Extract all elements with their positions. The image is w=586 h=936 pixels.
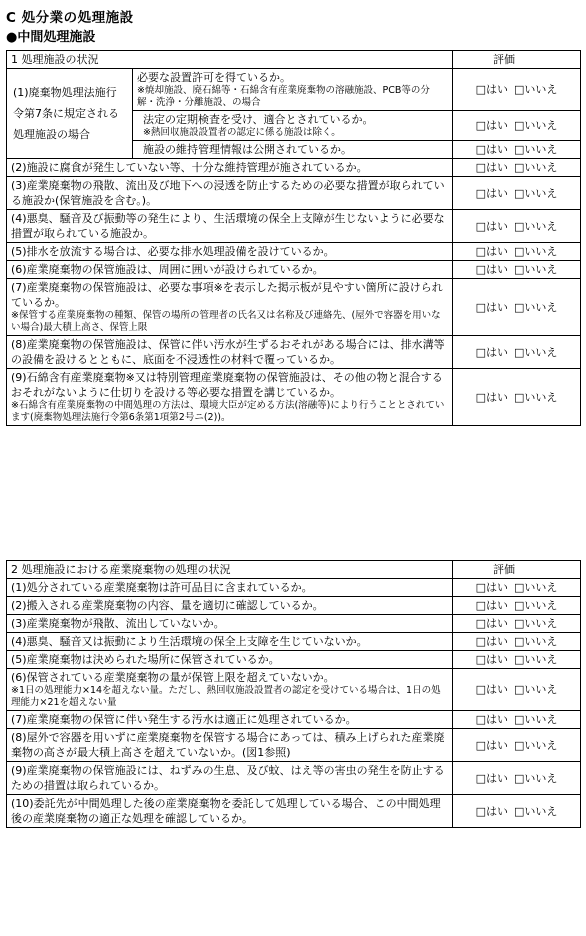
evaluation-cell <box>453 615 581 633</box>
yes-checkbox[interactable]: □はい <box>475 683 508 696</box>
no-checkbox[interactable]: □いいえ <box>514 738 558 752</box>
no-checkbox[interactable]: □いいえ <box>514 161 558 174</box>
section-header: 2 処理施設における産業廃棄物の処理の状況 <box>7 561 453 579</box>
item-cell <box>7 336 453 369</box>
item-cell <box>133 141 453 159</box>
item-cell <box>7 597 453 615</box>
item-text: (2)搬入される産業廃棄物の内容、量を適切に確認しているか。 <box>11 599 324 612</box>
no-checkbox[interactable]: □いいえ <box>514 617 558 630</box>
item-text: (4)悪臭、騒音及び振動等の発生により、生活環境の保全上支障が生じないように必要な措置が取られている施設か。 <box>11 212 445 240</box>
no-checkbox[interactable]: □いいえ <box>514 83 558 96</box>
item-text: 施設の維持管理情報は公開されているか。 <box>143 143 352 156</box>
no-checkbox[interactable]: □いいえ <box>514 771 558 785</box>
item-text: (3)産業廃棄物の飛散、流出及び地下への浸透を防止するための必要な措置が取られている施設か(保管施設を含む。)。 <box>11 179 445 207</box>
checklist-table-1 <box>6 50 581 426</box>
item-cell <box>133 111 453 141</box>
item-text: 必要な設置許可を得ているか。 <box>137 71 291 84</box>
item-cell <box>7 279 453 336</box>
no-checkbox[interactable]: □いいえ <box>514 635 558 648</box>
yes-checkbox[interactable]: □はい <box>475 119 508 132</box>
table-row <box>7 711 581 729</box>
evaluation-cell <box>453 159 581 177</box>
evaluation-cell <box>453 177 581 210</box>
yes-checkbox[interactable]: □はい <box>475 143 508 156</box>
item-cell <box>7 261 453 279</box>
item-text: (8)屋外で容器を用いずに産業廃棄物を保管する場合にあっては、積み上げられた産業廃棄物の高さが最大積上高さを超えていないか。(図1参照) <box>11 731 445 759</box>
subsection-title: ●中間処理施設 <box>6 30 96 45</box>
item-cell <box>7 369 453 426</box>
yes-checkbox[interactable]: □はい <box>475 653 508 666</box>
item-text: (10)委託先が中間処理した後の産業廃棄物を委託して処理している場合、この中間処理後の産業廃棄物の適正な処理を確認しているか。 <box>11 797 441 825</box>
no-checkbox[interactable]: □いいえ <box>514 245 558 258</box>
item-text: (5)排水を放流する場合は、必要な排水処理設備を設けているか。 <box>11 245 335 258</box>
item-note: ※保管する産業廃棄物の種類、保管の場所の管理者の氏名又は名称及び連絡先、(屋外で容器を用いない場合)最大積上高さ、保管上限 <box>11 310 441 333</box>
evaluation-cell <box>453 651 581 669</box>
no-checkbox[interactable]: □いいえ <box>514 599 558 612</box>
item-cell <box>7 210 453 243</box>
item-cell <box>7 177 453 210</box>
table-row <box>7 669 581 711</box>
yes-checkbox[interactable]: □はい <box>475 390 508 404</box>
item-text: (6)産業廃棄物の保管施設は、周囲に囲いが設けられているか。 <box>11 263 324 276</box>
evaluation-cell <box>453 669 581 711</box>
yes-checkbox[interactable]: □はい <box>475 345 508 359</box>
yes-checkbox[interactable]: □はい <box>475 161 508 174</box>
item-text: (5)産業廃棄物は決められた場所に保管されているか。 <box>11 653 280 666</box>
table-header-row <box>7 561 581 579</box>
no-checkbox[interactable]: □いいえ <box>514 390 558 404</box>
no-checkbox[interactable]: □いいえ <box>514 219 558 233</box>
item-text: 法定の定期検査を受け、適合とされているか。 <box>143 113 374 126</box>
evaluation-cell <box>453 729 581 762</box>
table-row <box>7 279 581 336</box>
evaluation-cell <box>453 279 581 336</box>
section-title: C 処分業の処理施設 <box>6 10 134 26</box>
item-cell <box>7 615 453 633</box>
item-cell <box>7 762 453 795</box>
evaluation-cell <box>453 243 581 261</box>
yes-checkbox[interactable]: □はい <box>475 300 508 314</box>
no-checkbox[interactable]: □いいえ <box>514 119 558 132</box>
evaluation-cell <box>453 579 581 597</box>
table-row <box>7 210 581 243</box>
yes-checkbox[interactable]: □はい <box>475 263 508 276</box>
no-checkbox[interactable]: □いいえ <box>514 263 558 276</box>
eval-header: 評価 <box>453 51 581 69</box>
no-checkbox[interactable]: □いいえ <box>514 653 558 666</box>
eval-header: 評価 <box>453 561 581 579</box>
item-note: ※焼却施設、廃石綿等・石綿含有産業廃棄物の溶融施設、PCB等の分解・洗浄・分離施設、の場合 <box>137 85 430 108</box>
yes-checkbox[interactable]: □はい <box>475 599 508 612</box>
yes-checkbox[interactable]: □はい <box>475 635 508 648</box>
table-row <box>7 579 581 597</box>
item-text: (9)産業廃棄物の保管施設には、ねずみの生息、及び蚊、はえ等の害虫の発生を防止するための措置は取られているか。 <box>11 764 445 792</box>
checklist-table-2 <box>6 560 581 828</box>
item-text: (1)処分されている産業廃棄物は許可品目に含まれているか。 <box>11 581 313 594</box>
table-row <box>7 336 581 369</box>
table-row <box>7 243 581 261</box>
no-checkbox[interactable]: □いいえ <box>514 143 558 156</box>
yes-checkbox[interactable]: □はい <box>475 83 508 96</box>
item-cell <box>7 711 453 729</box>
evaluation-cell <box>453 597 581 615</box>
item-note: ※熱回収施設設置者の認定に係る施設は除く。 <box>143 127 341 138</box>
evaluation-cell <box>453 69 581 111</box>
item-text: (8)産業廃棄物の保管施設は、保管に伴い汚水が生ずるおそれがある場合には、排水溝等の設備を設けるとともに、底面を不浸透性の材料で覆っているか。 <box>11 338 445 366</box>
evaluation-cell <box>453 141 581 159</box>
item-text: (9)石綿含有産業廃棄物※又は特別管理産業廃棄物の保管施設は、その他の物と混合するおそれがないように仕切りを設ける等必要な措置を講じているか。 <box>11 371 443 399</box>
yes-checkbox[interactable]: □はい <box>475 186 508 200</box>
table-row <box>7 69 581 111</box>
evaluation-cell <box>453 111 581 141</box>
yes-checkbox[interactable]: □はい <box>475 738 508 752</box>
evaluation-cell <box>453 711 581 729</box>
table-row <box>7 762 581 795</box>
no-checkbox[interactable]: □いいえ <box>514 713 558 726</box>
evaluation-cell <box>453 261 581 279</box>
item-cell <box>7 729 453 762</box>
item-note: ※石綿含有産業廃棄物の中間処理の方法は、環境大臣が定める方法(溶融等)により行うこととされています(廃棄物処理法施行令第6条第1項第2号ニ(2))。 <box>11 400 445 423</box>
no-checkbox[interactable]: □いいえ <box>514 186 558 200</box>
table-header-row <box>7 51 581 69</box>
item-cell <box>7 579 453 597</box>
group-label: (1)廃棄物処理法施行令第7条に規定される処理施設の場合 <box>7 69 133 159</box>
item-text: (7)産業廃棄物の保管施設は、必要な事項※を表示した掲示板が見やすい箇所に設けられているか。 <box>11 281 443 309</box>
item-cell <box>7 633 453 651</box>
yes-checkbox[interactable]: □はい <box>475 713 508 726</box>
item-text: (6)保管されている産業廃棄物の量が保管上限を超えていないか。 <box>11 671 335 684</box>
no-checkbox[interactable]: □いいえ <box>514 683 558 696</box>
table-row <box>7 261 581 279</box>
evaluation-cell <box>453 795 581 828</box>
item-text: (2)施設に腐食が発生していない等、十分な維持管理が施されているか。 <box>11 161 368 174</box>
item-text: (4)悪臭、騒音又は振動により生活環境の保全上支障を生じていないか。 <box>11 635 368 648</box>
yes-checkbox[interactable]: □はい <box>475 771 508 785</box>
table-row <box>7 369 581 426</box>
item-cell <box>7 159 453 177</box>
item-text: (3)産業廃棄物が飛散、流出していないか。 <box>11 617 225 630</box>
no-checkbox[interactable]: □いいえ <box>514 804 558 818</box>
no-checkbox[interactable]: □いいえ <box>514 581 558 594</box>
yes-checkbox[interactable]: □はい <box>475 617 508 630</box>
item-cell <box>7 651 453 669</box>
evaluation-cell <box>453 633 581 651</box>
evaluation-cell <box>453 336 581 369</box>
yes-checkbox[interactable]: □はい <box>475 804 508 818</box>
table-row <box>7 177 581 210</box>
evaluation-cell <box>453 210 581 243</box>
yes-checkbox[interactable]: □はい <box>475 219 508 233</box>
yes-checkbox[interactable]: □はい <box>475 581 508 594</box>
no-checkbox[interactable]: □いいえ <box>514 345 558 359</box>
item-note: ※1日の処理能力×14を超えない量。ただし、熱回収施設設置者の認定を受けている場合は、1日の処理能力×21を超えない量 <box>11 685 441 708</box>
item-cell <box>7 243 453 261</box>
evaluation-cell <box>453 762 581 795</box>
yes-checkbox[interactable]: □はい <box>475 245 508 258</box>
table-row <box>7 729 581 762</box>
item-cell <box>7 795 453 828</box>
no-checkbox[interactable]: □いいえ <box>514 300 558 314</box>
table-row <box>7 159 581 177</box>
table-row <box>7 615 581 633</box>
item-cell <box>7 669 453 711</box>
section-header: 1 処理施設の状況 <box>7 51 453 69</box>
evaluation-cell <box>453 369 581 426</box>
item-text: (7)産業廃棄物の保管に伴い発生する汚水は適正に処理されているか。 <box>11 713 357 726</box>
item-cell <box>133 69 453 111</box>
table-row <box>7 633 581 651</box>
table-row <box>7 795 581 828</box>
table-row <box>7 651 581 669</box>
table-row <box>7 597 581 615</box>
